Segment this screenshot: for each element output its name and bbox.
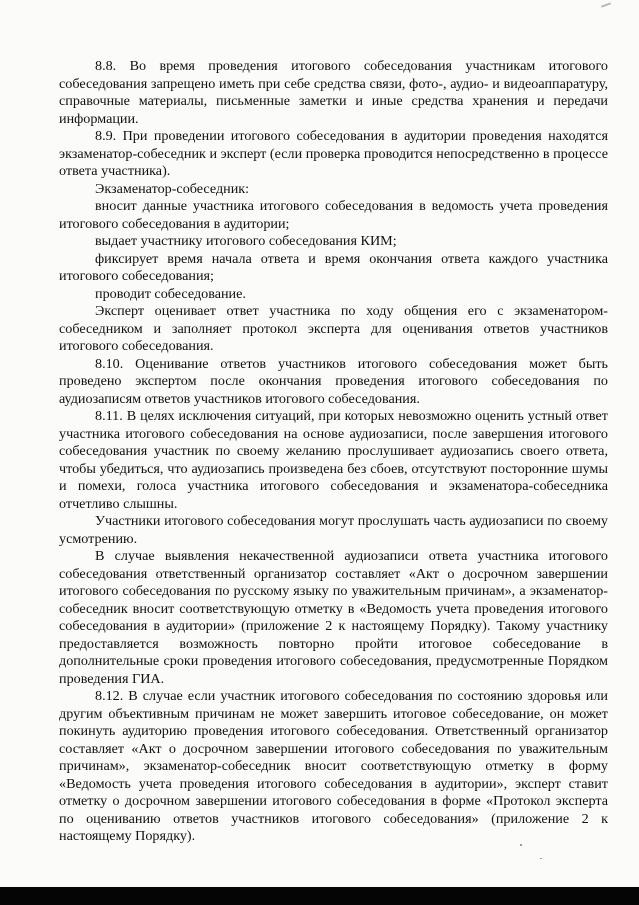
paragraph-8-8: 8.8. Во время проведения итогового собеседования участникам итогового собеседования запрещено иметь при себе средства связи, фото-, аудио- и видеоаппаратуру, справочные материалы, письменные заметки и иные средства хранения и передачи информации. xyxy=(59,58,608,127)
paragraph-8-9: 8.9. При проведении итогового собеседования в аудитории проведения находятся экзаменатор-собеседник и эксперт (если проверка проводится непосредственно в процессе ответа участника). xyxy=(59,128,608,179)
scan-speck xyxy=(540,858,542,859)
paragraph-poor-recording: В случае выявления некачественной аудиозаписи ответа участника итогового собеседования ответственный организатор составляет «Акт о досрочном завершении итогового собеседования по русскому языку по уважительным причинам», а экзаменатор-собеседник вносит соответствующую отметку в «Ведомость учета проведения итогового собеседования в аудитории» (приложение 2 к настоящему Порядку). Такому участнику предоставляется возможность повторно пройти итоговое собеседование в дополнительные сроки проведения итогового собеседования, предусмотренные Порядком проведения ГИА. xyxy=(59,548,608,687)
document-text xyxy=(59,58,608,846)
paragraph-expert: Эксперт оценивает ответ участника по ходу общения его с экзаменатором-собеседником и заполняет протокол эксперта для оценивания ответов участников итогового собеседования. xyxy=(59,303,608,354)
paragraph-examiner-duty-2: выдает участнику итогового собеседования КИМ; xyxy=(95,233,397,249)
paragraph-examiner-duty-4: проводит собеседование. xyxy=(95,285,246,302)
scan-bottom-edge xyxy=(0,887,639,905)
paragraph-examiner-heading: Экзаменатор-собеседник: xyxy=(95,180,250,197)
scan-speck xyxy=(520,844,522,846)
paragraph-8-10: 8.10. Оценивание ответов участников итогового собеседования может быть проведено экспертом после окончания проведения итогового собеседования по аудиозаписям ответов участников итогового собеседования. xyxy=(59,355,608,407)
paragraph-8-12: 8.12. В случае если участник итогового собеседования по состоянию здоровья или другим объективным причинам не может завершить итоговое собеседование, он может покинуть аудиторию проведения итогового собеседования. Ответственный организатор составляет «Акт о досрочном завершении итогового собеседования по уважительным причинам», экзаменатор-собеседник вносит соответствующую отметку в форму «Ведомость учета проведения итогового собеседования в аудитории», эксперт ставит отметку о досрочном завершении итогового собеседования в форме «Протокол эксперта по оцениванию ответов участников итогового собеседования» (приложение 2 к настоящему Порядку). xyxy=(59,688,608,844)
paragraph-examiner-duty-1: вносит данные участника итогового собеседования в ведомость учета проведения итогового собеседования в аудитории; xyxy=(59,198,608,232)
paragraph-listen-part: Участники итогового собеседования могут прослушать часть аудиозаписи по своему усмотрению. xyxy=(59,513,608,547)
paragraph-8-11: 8.11. В целях исключения ситуаций, при которых невозможно оценить устный ответ участника итогового собеседования на основе аудиозаписи, после завершения итогового собеседования участник по своему желанию прослушивает аудиозапись своего ответа, чтобы убедиться, что аудиозапись произведена без сбоев, отсутствуют посторонние шумы и помехи, голоса участника итогового собеседования и экзаменатора-собеседника отчетливо слышны. xyxy=(59,408,608,512)
scan-mark xyxy=(601,2,611,7)
paragraph-examiner-duty-3: фиксирует время начала ответа и время окончания ответа каждого участника итогового собеседования; xyxy=(59,250,608,284)
